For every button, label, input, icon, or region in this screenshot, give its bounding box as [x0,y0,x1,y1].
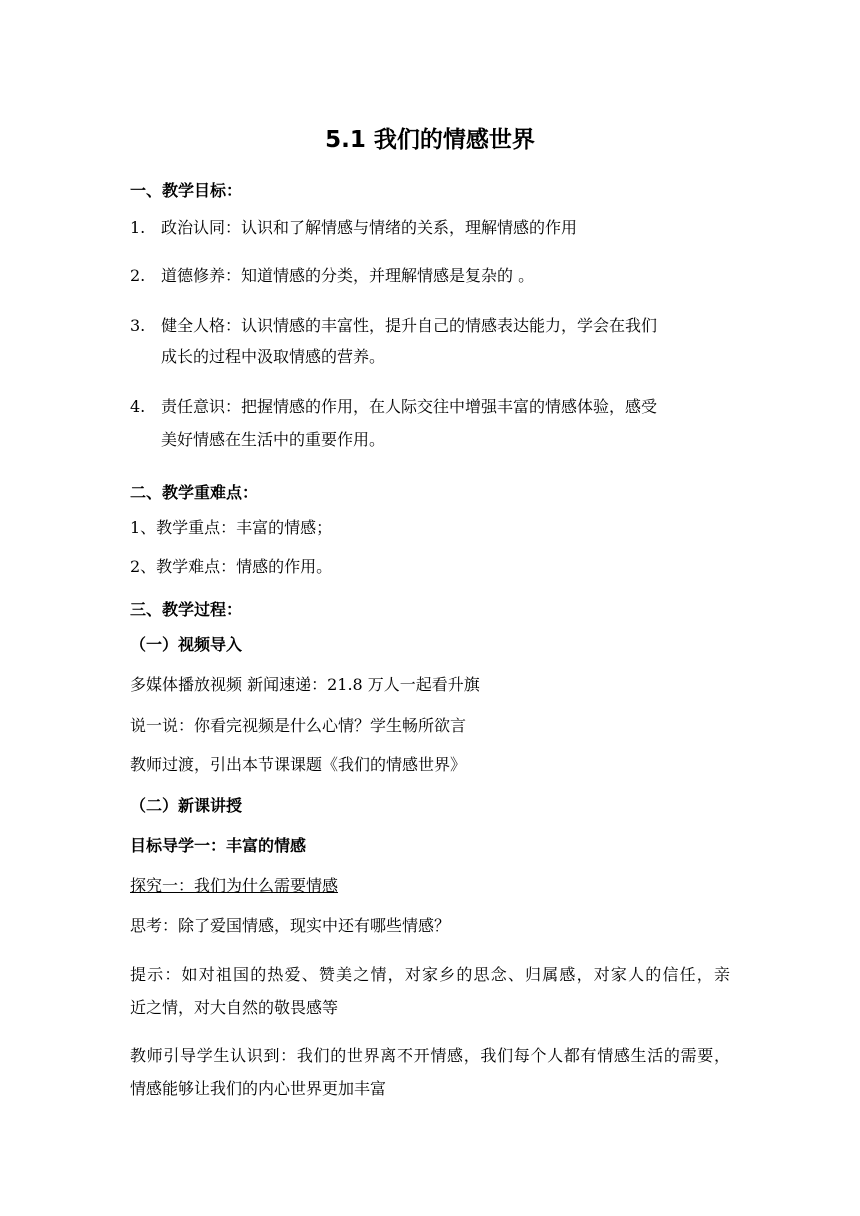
section-heading-objectives: 一、教学目标： [130,181,243,200]
objective-item-3 [130,315,657,337]
section-heading-process: 三、教学过程： [130,600,243,619]
paragraph-line: 说一说：你看完视频是什么心情？学生畅所欲言 [130,716,467,735]
item-text: 责任意识：把握情感的作用，在人际交往中增强丰富的情感体验，感受 [161,397,658,416]
objective-item-1 [130,217,577,239]
item-number: 4. [130,397,146,416]
key-point-item: 1、教学重点：丰富的情感； [130,518,333,537]
objective-item-4-continued: 美好情感在生活中的重要作用。 [161,430,386,449]
think-question: 思考：除了爱国情感，现实中还有哪些情感？ [130,916,451,935]
item-text: 政治认同：认识和了解情感与情绪的关系，理解情感的作用 [161,218,578,237]
item-number: 2. [130,266,146,285]
page-title: 5.1 我们的情感世界 [325,127,535,153]
item-number: 1. [130,218,146,237]
item-text: 道德修养：知道情感的分类，并理解情感是复杂的 。 [161,266,535,285]
goal-heading: 目标导学一：丰富的情感 [130,836,307,855]
paragraph-line: 多媒体播放视频 新闻速递：21.8 万人一起看升旗 [130,675,480,694]
difficult-point-item: 2、教学难点：情感的作用。 [130,557,333,576]
subsection-heading-new-lesson: （二）新课讲授 [130,796,243,815]
hint-paragraph-line1: 提示：如对祖国的热爱、赞美之情，对家乡的思念、归属感，对家人的信任，亲 [130,965,730,984]
objective-item-4 [130,396,657,418]
guide-paragraph-line2: 情感能够让我们的内心世界更加丰富 [130,1079,387,1098]
hint-paragraph-line2: 近之情，对大自然的敬畏感等 [130,998,339,1017]
objective-item-2 [130,265,534,287]
item-number: 3. [130,316,146,335]
item-text: 健全人格：认识情感的丰富性，提升自己的情感表达能力，学会在我们 [161,316,658,335]
objective-item-3-continued: 成长的过程中汲取情感的营养。 [161,347,386,366]
section-heading-key-points: 二、教学重难点： [130,483,259,502]
paragraph-line: 教师过渡，引出本节课课题《我们的情感世界》 [130,755,467,774]
guide-paragraph-line1: 教师引导学生认识到：我们的世界离不开情感，我们每个人都有情感生活的需要， [130,1046,730,1065]
explore-heading: 探究一：我们为什么需要情感 [130,876,339,895]
subsection-heading-video-intro: （一）视频导入 [130,635,243,654]
